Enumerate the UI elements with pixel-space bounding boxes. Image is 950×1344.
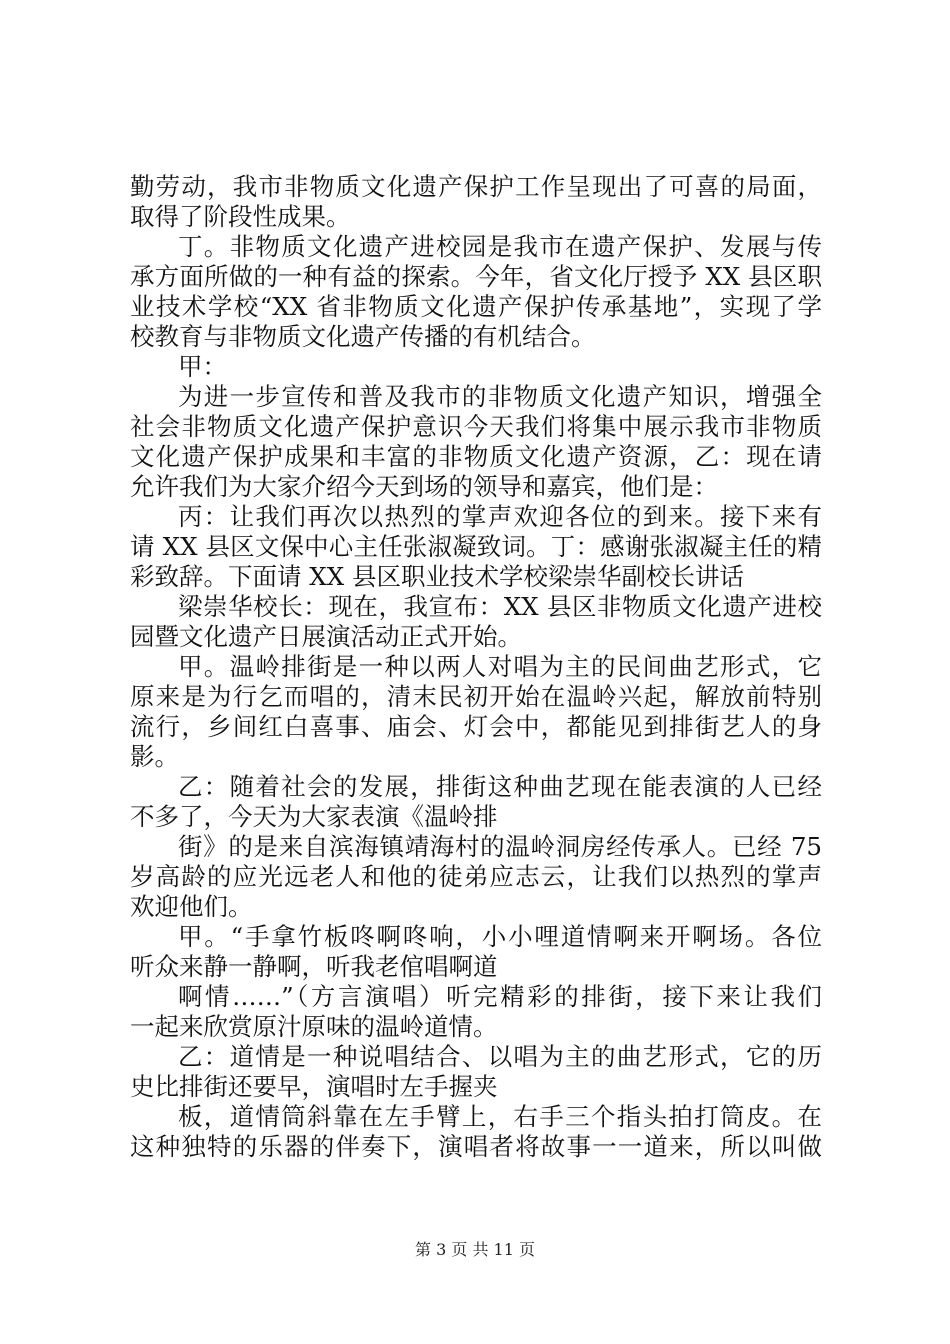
- paragraph-line: 欢迎他们。: [130, 892, 253, 921]
- paragraph-line: 乙：随着社会的发展，排街这种曲艺现在能表演的人已经: [178, 772, 822, 801]
- paragraph-line: 甲。温岭排街是一种以两人对唱为主的民间曲艺形式，它: [178, 652, 822, 681]
- paragraph-line: 听众来静一静啊，听我老倌唱啊道: [130, 952, 498, 981]
- paragraph-line: 社会非物质文化遗产保护意识今天我们将集中展示我市非物质: [130, 412, 822, 441]
- page-footer: 第 3 页 共 11 页: [415, 1240, 535, 1259]
- paragraph-line: 业技术学校“XX 省非物质文化遗产保护传承基地”，实现了学: [130, 292, 822, 321]
- paragraph-line: 影。: [130, 742, 179, 771]
- paragraph-line: 街》的是来自滨海镇靖海村的温岭洞房经传承人。已经 75: [178, 832, 822, 861]
- paragraph-line: 啊情……”（方言演唱）听完精彩的排街，接下来让我们: [178, 982, 822, 1011]
- paragraph-line: 不多了，今天为大家表演《温岭排: [130, 802, 498, 831]
- paragraph-line: 梁崇华校长：现在，我宣布：XX 县区非物质文化遗产进校: [178, 592, 822, 621]
- paragraph-line: 甲：: [178, 352, 227, 381]
- paragraph-line: 园暨文化遗产日展演活动正式开始。: [130, 622, 522, 651]
- paragraph-line: 丙：让我们再次以热烈的掌声欢迎各位的到来。接下来有: [178, 502, 822, 531]
- paragraph-line: 流行，乡间红白喜事、庙会、灯会中，都能见到排街艺人的身: [130, 712, 822, 741]
- paragraph-line: 彩致辞。下面请 XX 县区职业技术学校梁崇华副校长讲话: [130, 562, 744, 591]
- paragraph-line: 原来是为行乞而唱的，清末民初开始在温岭兴起，解放前特别: [130, 682, 822, 711]
- paragraph-line: 取得了阶段性成果。: [130, 202, 351, 231]
- document-body: [130, 172, 822, 1162]
- paragraph-line: 文化遗产保护成果和丰富的非物质文化遗产资源，乙：现在请: [130, 442, 822, 471]
- paragraph-line: 校教育与非物质文化遗产传播的有机结合。: [130, 322, 596, 351]
- paragraph-line: 板，道情筒斜靠在左手臂上，右手三个指头拍打筒皮。在: [178, 1102, 822, 1131]
- paragraph-line: 史比排街还要早，演唱时左手握夹: [130, 1072, 498, 1101]
- paragraph-line: 承方面所做的一种有益的探索。今年，省文化厅授予 XX 县区职: [130, 262, 822, 291]
- paragraph-line: 一起来欣赏原汁原味的温岭道情。: [130, 1012, 498, 1041]
- paragraph-line: 岁高龄的应光远老人和他的徒弟应志云，让我们以热烈的掌声: [130, 862, 822, 891]
- paragraph-line: 丁。非物质文化遗产进校园是我市在遗产保护、发展与传: [178, 232, 822, 261]
- paragraph-line: 甲。“手拿竹板咚啊咚响，小小哩道情啊来开啊场。各位: [178, 922, 822, 951]
- paragraph-line: 勤劳动，我市非物质文化遗产保护工作呈现出了可喜的局面，: [130, 172, 822, 201]
- paragraph-line: 乙：道情是一种说唱结合、以唱为主的曲艺形式，它的历: [178, 1042, 822, 1071]
- paragraph-line: 为进一步宣传和普及我市的非物质文化遗产知识，增强全: [178, 382, 822, 411]
- paragraph-line: 允许我们为大家介绍今天到场的领导和嘉宾，他们是：: [130, 472, 718, 501]
- paragraph-line: 这种独特的乐器的伴奏下，演唱者将故事一一道来，所以叫做: [130, 1132, 822, 1161]
- paragraph-line: 请 XX 县区文保中心主任张淑凝致词。丁：感谢张淑凝主任的精: [130, 532, 822, 561]
